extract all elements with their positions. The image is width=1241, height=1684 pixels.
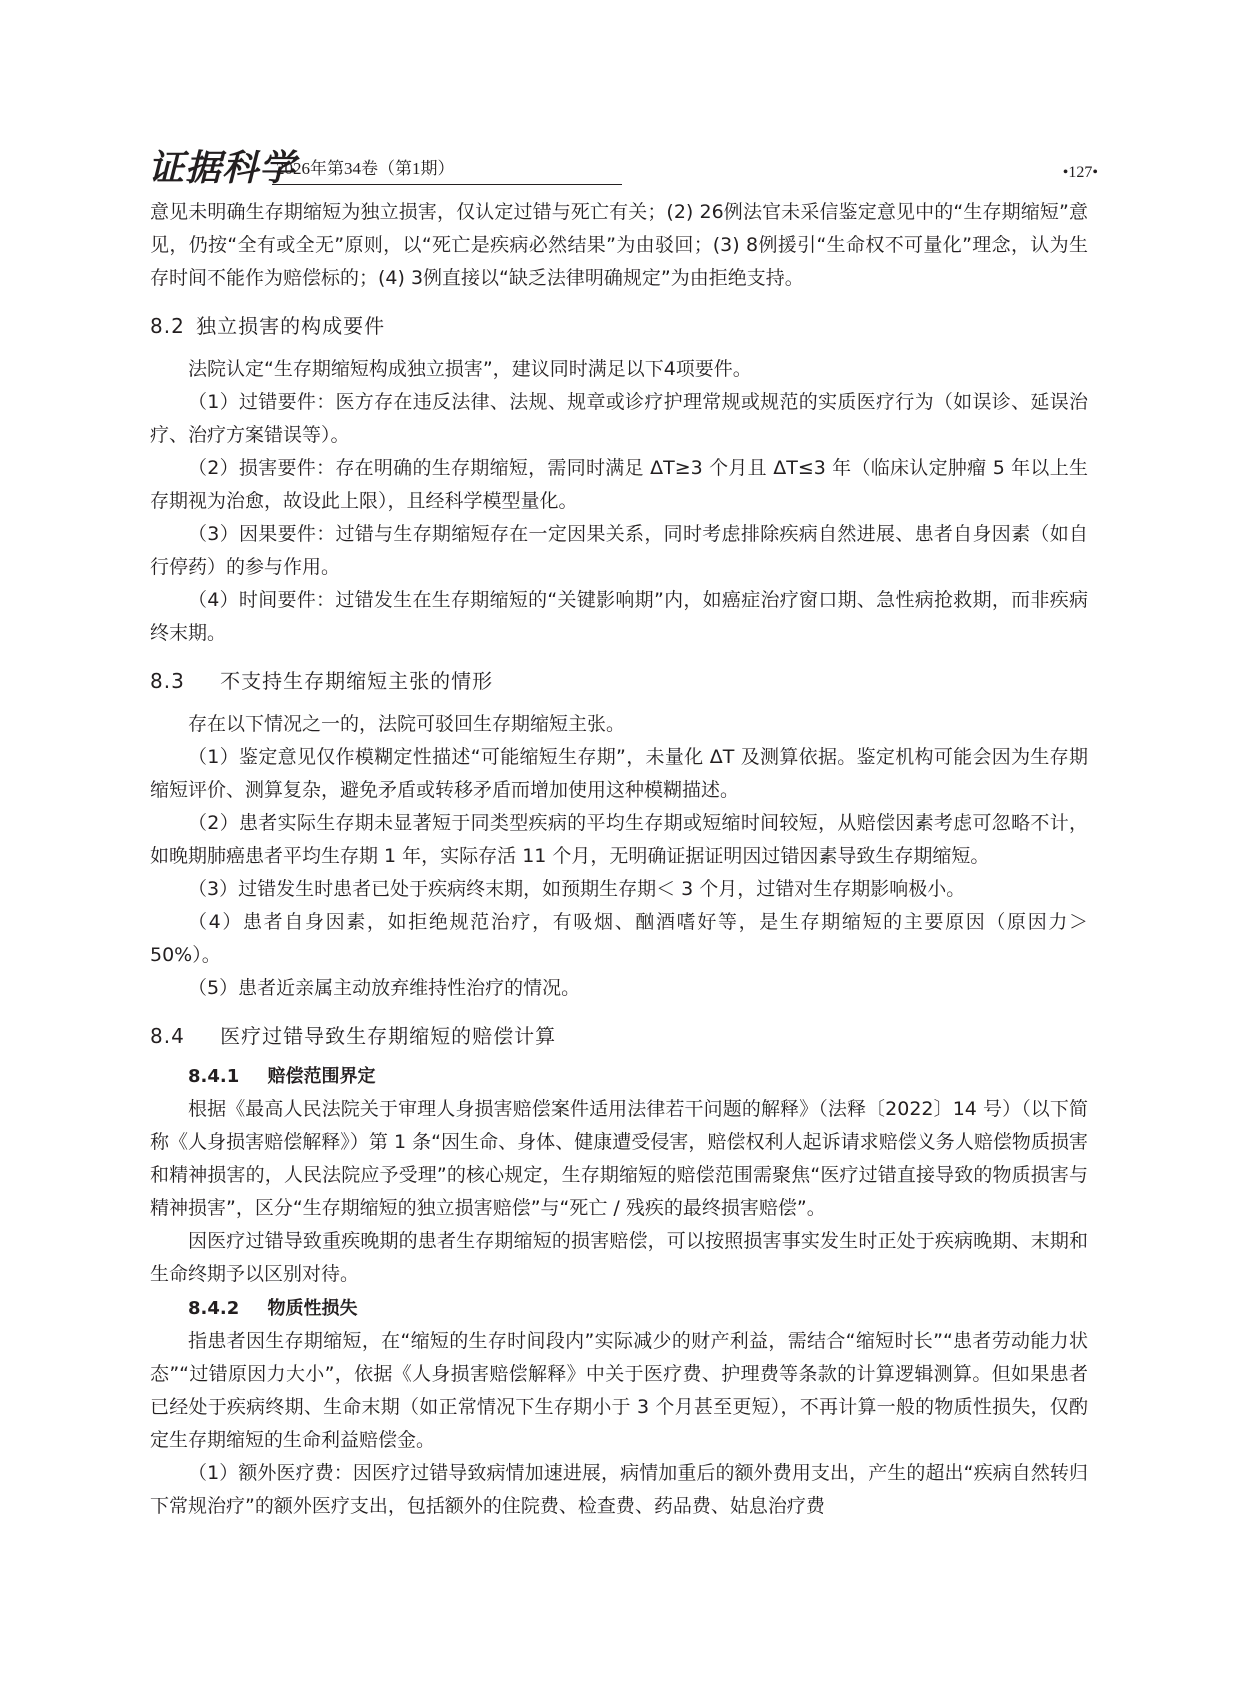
paragraph: （3）过错发生时患者已处于疾病终末期，如预期生存期＜ 3 个月，过错对生存期影响极小。 — [188, 878, 966, 900]
section-heading-8-2 — [150, 311, 1088, 341]
paragraph: （2）患者实际生存期未显著短于同类型疾病的平均生存期或短缩时间较短，从赔偿因素考虑可忽略不计，如晚期肺癌患者平均生存期 1 年，实际存活 11 个月，无明确证据证明因过错因素导致生存期缩短。 — [150, 812, 1088, 867]
subsection-title: 赔偿范围界定 — [267, 1066, 376, 1087]
section-number: 8.4 — [150, 1024, 185, 1048]
subsection-number: 8.4.2 — [188, 1298, 240, 1319]
page-header — [148, 148, 1098, 194]
intro-paragraph: 意见未明确生存期缩短为独立损害，仅认定过错与死亡有关；(2) 26例法官未采信鉴定意见中的“生存期缩短”意见，仍按“全有或全无”原则，以“死亡是疾病必然结果”为由驳回；(3) 8例援引“生命权不可量化”理念，认为生存时间不能作为赔偿标的；(4) 3例直接以“缺乏法律明确规定”为由拒绝支持。 — [150, 201, 1088, 289]
journal-logo: 证据科学 — [148, 147, 297, 189]
section-title: 独立损害的构成要件 — [196, 314, 386, 338]
section-title: 不支持生存期缩短主张的情形 — [220, 669, 494, 693]
header-rule — [272, 184, 622, 185]
paragraph: （5）患者近亲属主动放弃维持性治疗的情况。 — [188, 977, 581, 999]
paragraph: 因医疗过错导致重疾晚期的患者生存期缩短的损害赔偿，可以按照损害事实发生时正处于疾病晚期、末期和生命终期予以区别对待。 — [150, 1230, 1088, 1285]
paragraph: （2）损害要件：存在明确的生存期缩短，需同时满足 ΔT≥3 个月且 ΔT≤3 年（临床认定肿瘤 5 年以上生存期视为治愈，故设此上限），且经科学模型量化。 — [150, 457, 1088, 512]
section-number: 8.2 — [150, 314, 185, 338]
paragraph: 根据《最高人民法院关于审理人身损害赔偿案件适用法律若干问题的解释》（法释〔2022〕14 号）（以下简称《人身损害赔偿解释》）第 1 条“因生命、身体、健康遭受侵害，赔偿权利人起诉请求赔偿义务人赔偿物质损害和精神损害的，人民法院应予受理”的核心规定，生存期缩短的赔偿范围需聚焦“医疗过错直接导致的物质损害与精神损害”，区分“生存期缩短的独立损害赔偿”与“死亡 / 残疾的最终损害赔偿”。 — [150, 1098, 1088, 1219]
paragraph: 法院认定“生存期缩短构成独立损害”，建议同时满足以下4项要件。 — [188, 358, 752, 380]
paragraph: 存在以下情况之一的，法院可驳回生存期缩短主张。 — [188, 713, 626, 735]
subsection-heading-8-4-1 — [150, 1063, 1088, 1091]
paragraph: （3）因果要件：过错与生存期缩短存在一定因果关系，同时考虑排除疾病自然进展、患者自身因素（如自行停药）的参与作用。 — [150, 523, 1088, 578]
article-body — [150, 196, 1088, 1523]
issue-info: 2026年第34卷（第1期） — [276, 159, 455, 178]
paragraph: （1）过错要件：医方存在违反法律、法规、规章或诊疗护理常规或规范的实质医疗行为（如误诊、延误治疗、治疗方案错误等）。 — [150, 391, 1088, 446]
paragraph: （1）鉴定意见仅作模糊定性描述“可能缩短生存期”，未量化 ΔT 及测算依据。鉴定机构可能会因为生存期缩短评价、测算复杂，避免矛盾或转移矛盾而增加使用这种模糊描述。 — [150, 746, 1088, 801]
page-number: •127• — [1062, 164, 1098, 181]
section-title: 医疗过错导致生存期缩短的赔偿计算 — [220, 1024, 557, 1048]
subsection-heading-8-4-2 — [150, 1295, 1088, 1323]
subsection-number: 8.4.1 — [188, 1066, 240, 1087]
section-heading-8-4 — [150, 1021, 1088, 1051]
subsection-title: 物质性损失 — [267, 1298, 358, 1319]
paragraph: （4）患者自身因素，如拒绝规范治疗，有吸烟、酗酒嗜好等，是生存期缩短的主要原因（原因力＞ 50%）。 — [150, 911, 1088, 966]
paragraph: （4）时间要件：过错发生在生存期缩短的“关键影响期”内，如癌症治疗窗口期、急性病抢救期，而非疾病终末期。 — [150, 589, 1088, 644]
section-number: 8.3 — [150, 669, 185, 693]
paragraph: （1）额外医疗费：因医疗过错导致病情加速进展，病情加重后的额外费用支出，产生的超出“疾病自然转归下常规治疗”的额外医疗支出，包括额外的住院费、检查费、药品费、姑息治疗费 — [150, 1462, 1088, 1517]
paragraph: 指患者因生存期缩短，在“缩短的生存时间段内”实际减少的财产利益，需结合“缩短时长”“患者劳动能力状态”“过错原因力大小”，依据《人身损害赔偿解释》中关于医疗费、护理费等条款的计算逻辑测算。但如果患者已经处于疾病终期、生命末期（如正常情况下生存期小于 3 个月甚至更短），不再计算一般的物质性损失，仅酌定生存期缩短的生命利益赔偿金。 — [150, 1330, 1088, 1451]
section-heading-8-3 — [150, 666, 1088, 696]
